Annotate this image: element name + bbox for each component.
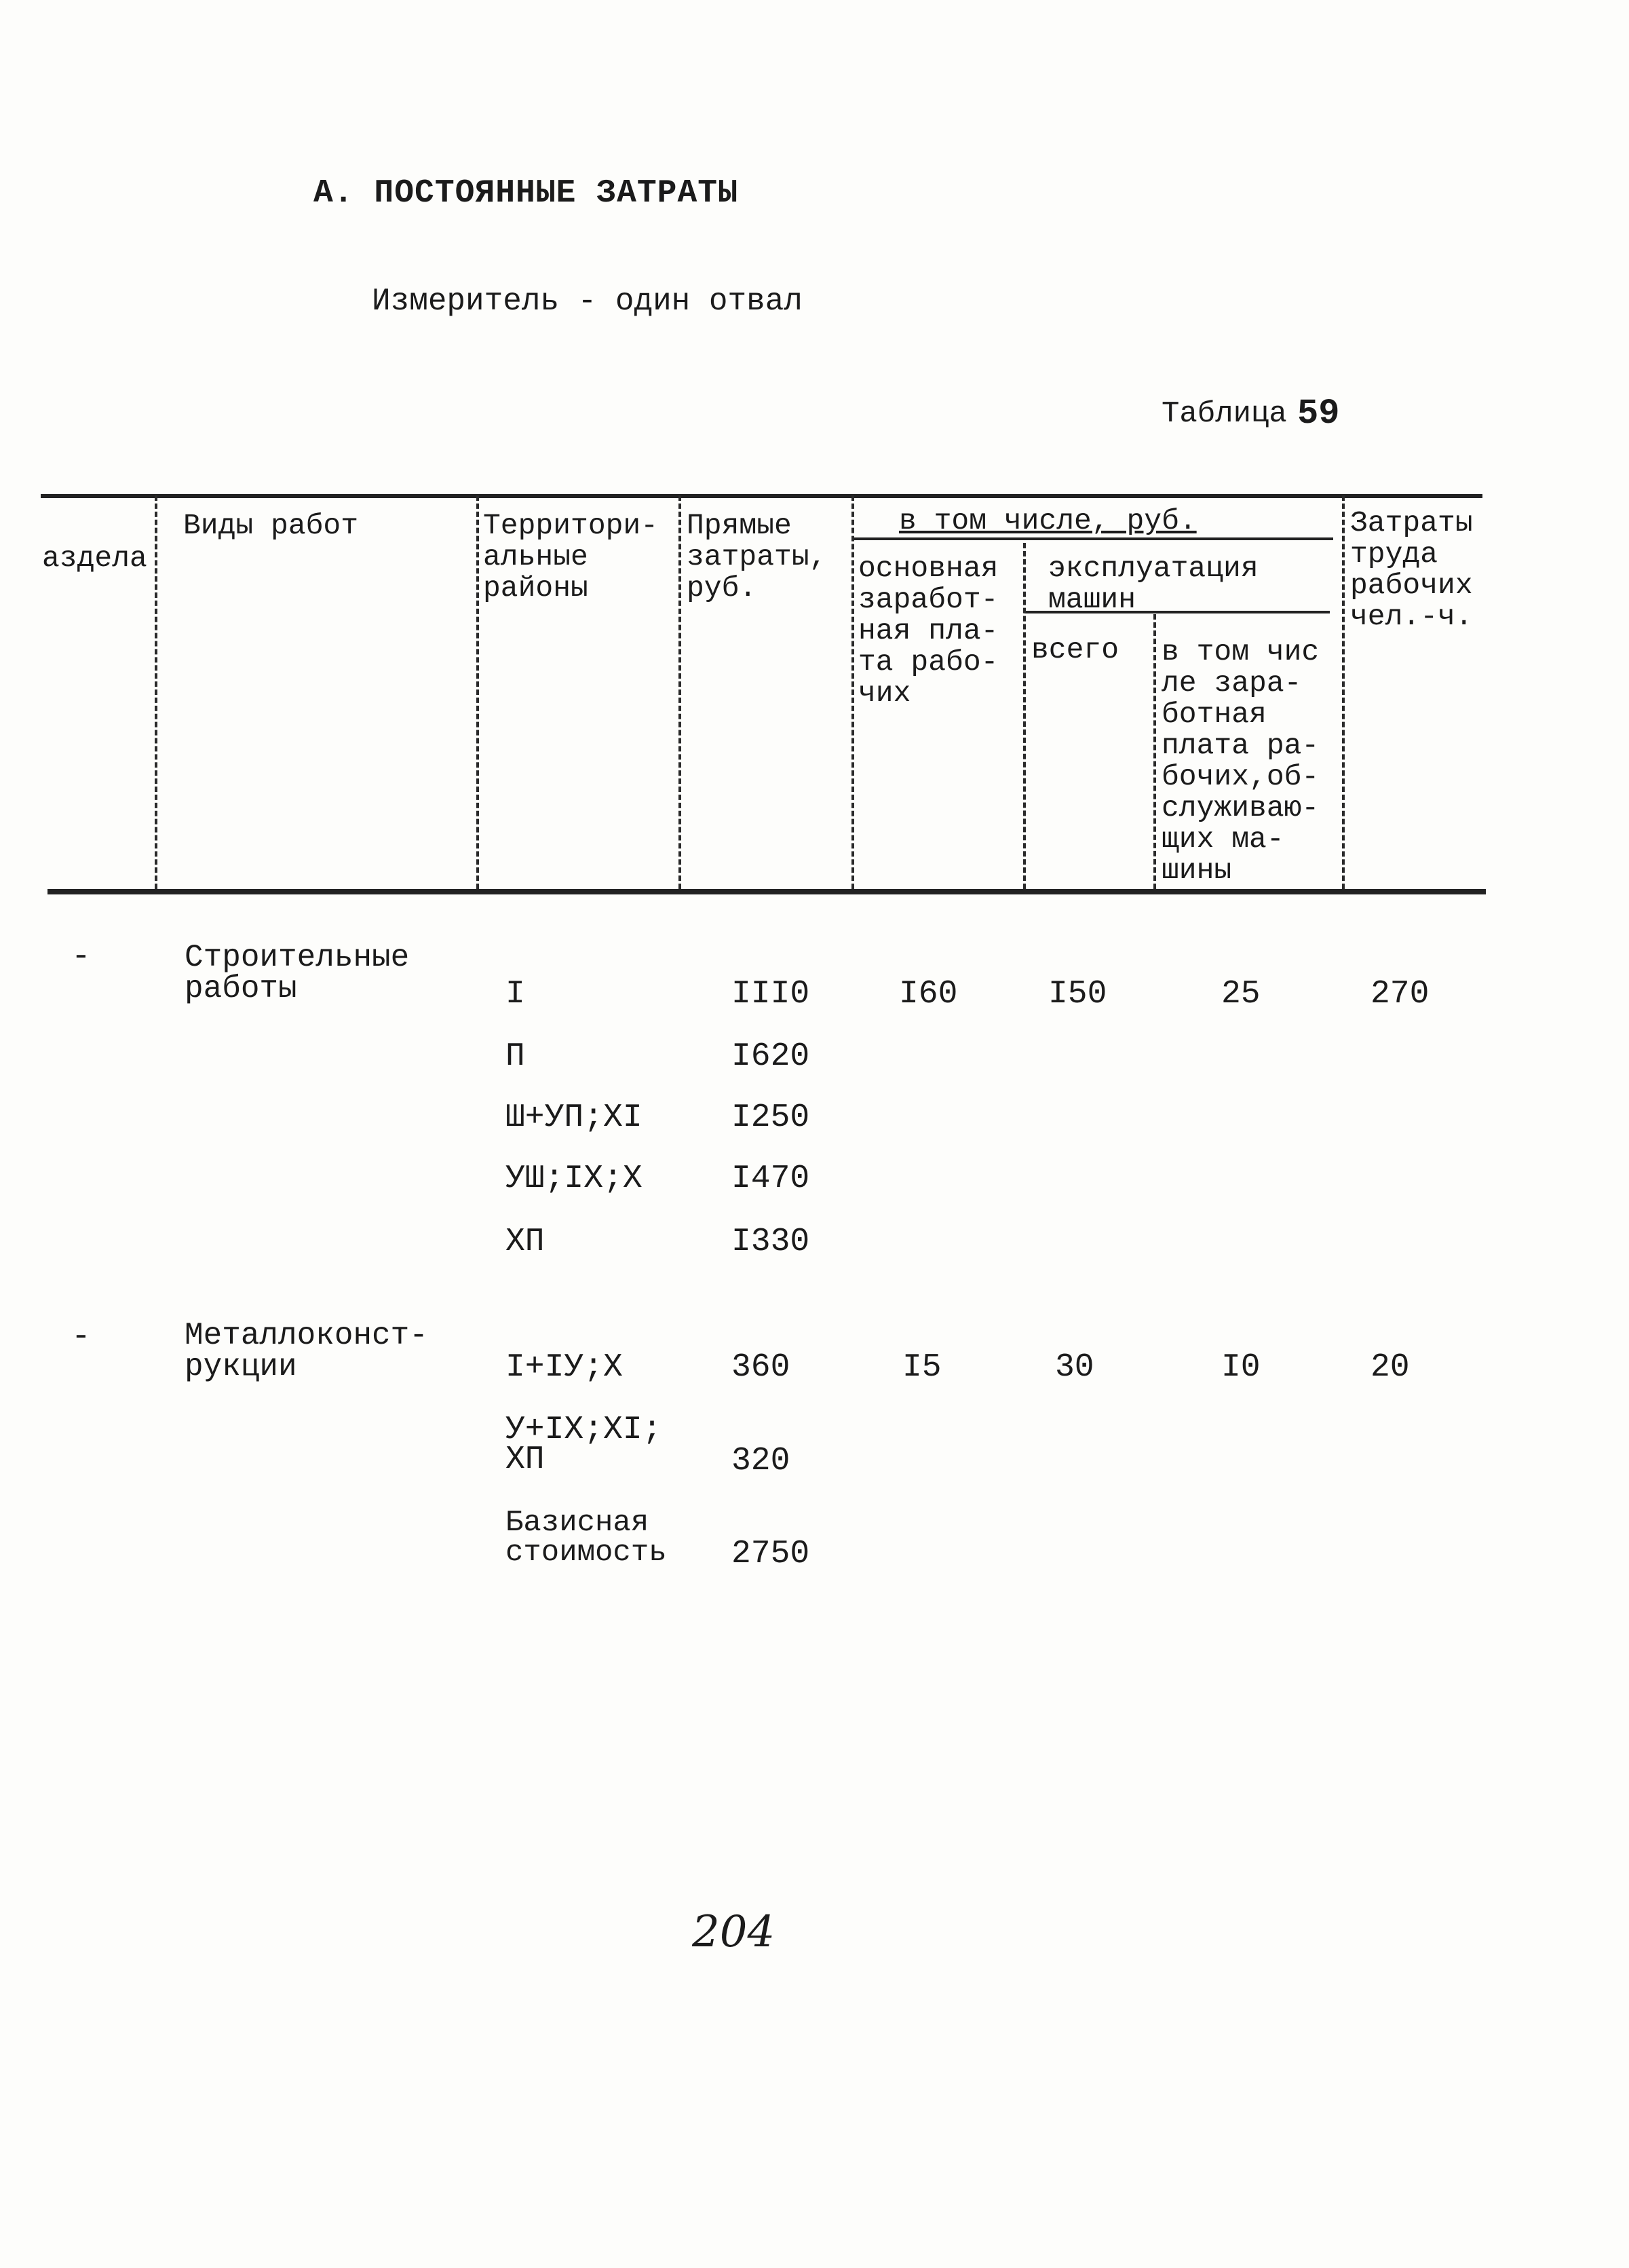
col-machines: эксплуатация машин [1048, 552, 1259, 616]
direct-cost: 320 [731, 1443, 790, 1479]
group-dash: - [71, 1319, 91, 1355]
col-direct-costs: Прямые затраты, руб. [687, 509, 827, 605]
region: I [505, 976, 525, 1013]
table-number: 59 [1297, 394, 1340, 434]
col-sep-1 [155, 495, 157, 889]
table-top-rule [41, 494, 1482, 498]
direct-cost: III0 [731, 976, 810, 1013]
col-sep-3 [678, 495, 681, 889]
base-wage: I5 [902, 1349, 942, 1386]
region: I+IУ;X [505, 1349, 623, 1386]
region: Базисная стоимость [505, 1506, 667, 1570]
col-incl-wage: в том чис ле зара- ботная плата ра- бочих,об- служиваю- щих ма- шины [1162, 635, 1320, 887]
incl-rule [851, 537, 1333, 540]
col-sep-5 [1023, 543, 1026, 889]
direct-cost: I330 [731, 1224, 810, 1260]
col-base-wage: основная заработ- ная пла- та рабо- чих [858, 552, 999, 710]
measure-unit: Измеритель - один отвал [372, 284, 803, 319]
direct-cost: I250 [731, 1099, 810, 1136]
work-type: Металлоконст- рукции [185, 1318, 428, 1384]
col-sep-2 [476, 495, 479, 889]
table-label: Таблица [1162, 397, 1287, 431]
col-sep-7 [1342, 495, 1345, 889]
page-number: 204 [692, 1907, 775, 1957]
region: XП [505, 1224, 545, 1260]
region: П [505, 1038, 525, 1075]
machines-wage: I0 [1221, 1349, 1261, 1386]
direct-cost: 360 [731, 1349, 790, 1386]
machines-total: 30 [1055, 1349, 1094, 1386]
col-labor: Затраты труда рабочих чел.-ч. [1350, 506, 1473, 633]
col-sep-4 [851, 495, 854, 889]
machines-wage: 25 [1221, 976, 1261, 1013]
region: У+IX;XI; XП [505, 1412, 662, 1478]
labor-cost: 270 [1371, 976, 1430, 1013]
machines-total: I50 [1048, 976, 1107, 1013]
col-total: всего [1031, 633, 1119, 666]
direct-cost: I470 [731, 1160, 810, 1197]
table-header-bottom-rule [47, 889, 1486, 894]
region: УШ;IX;X [505, 1160, 643, 1197]
col-regions: Территори- альные районы [483, 509, 659, 605]
group-dash: - [71, 939, 91, 975]
labor-cost: 20 [1371, 1349, 1410, 1386]
col-incl: в том числе, руб. [899, 504, 1197, 537]
direct-cost: I620 [731, 1038, 810, 1075]
region: Ш+УП;XI [505, 1099, 643, 1136]
col-section: аздела [42, 542, 147, 575]
work-type: Строительные работы [185, 940, 410, 1006]
col-work-types: Виды работ [183, 509, 359, 542]
col-sep-6 [1153, 614, 1156, 889]
base-wage: I60 [899, 976, 958, 1013]
direct-cost: 2750 [731, 1536, 810, 1572]
section-heading: А. ПОСТОЯННЫЕ ЗАТРАТЫ [313, 175, 738, 212]
